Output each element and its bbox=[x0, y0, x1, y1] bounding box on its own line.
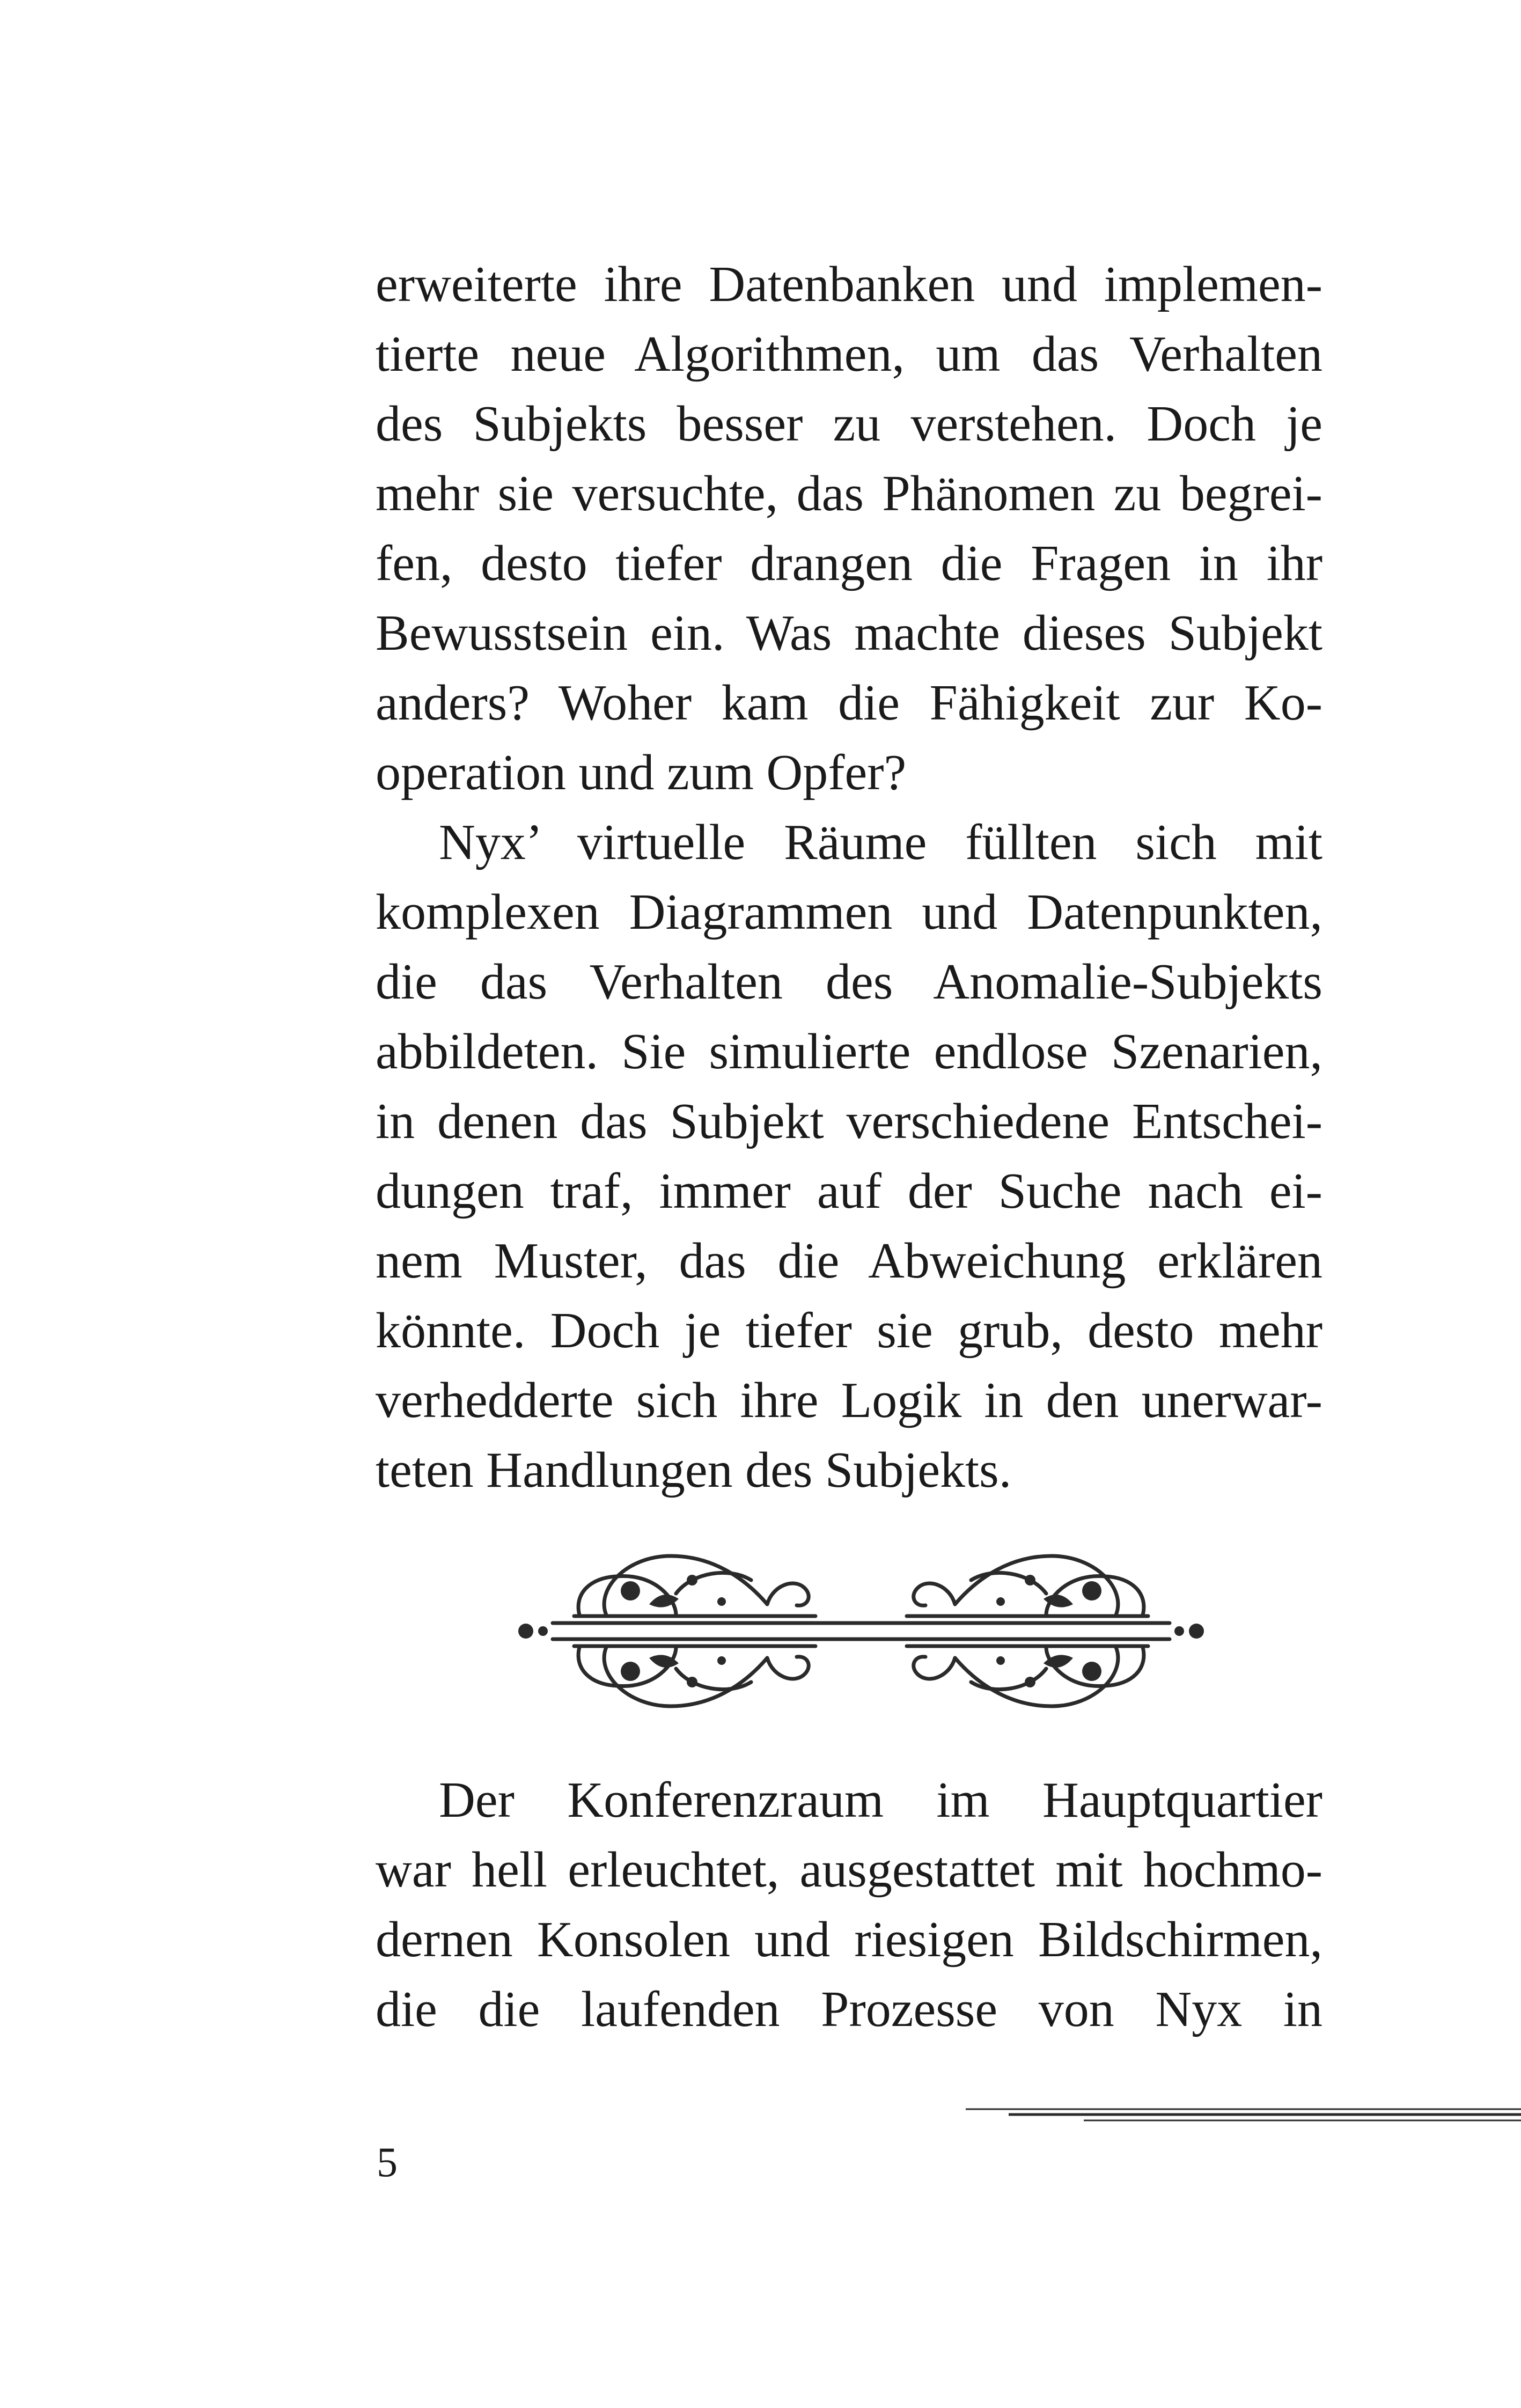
text-line: dernen Konsolen und riesigen Bildschirmen, bbox=[376, 1912, 1322, 1967]
text-line: operation und zum Opfer? bbox=[376, 745, 907, 801]
text-line: verhedderte sich ihre Logik in den unerwar- bbox=[376, 1372, 1322, 1428]
text-line: mehr sie versuchte, das Phänomen zu begrei- bbox=[376, 466, 1322, 522]
paragraph-3 bbox=[376, 1765, 1322, 2044]
text-line: erweiterte ihre Datenbanken und implemen- bbox=[376, 256, 1322, 312]
text-line: war hell erleuchtet, ausgestattet mit hochmo- bbox=[376, 1842, 1322, 1898]
text-line: in denen das Subjekt verschiedene Entschei- bbox=[376, 1093, 1322, 1149]
text-line: Nyx’ virtuelle Räume füllten sich mit bbox=[439, 814, 1322, 870]
text-line: nem Muster, das die Abweichung erklären bbox=[376, 1233, 1322, 1289]
text-line: Bewusstsein ein. Was machte dieses Subjekt bbox=[376, 605, 1322, 661]
text-line: des Subjekts besser zu verstehen. Doch je bbox=[376, 396, 1322, 452]
text-line: dungen traf, immer auf der Suche nach ei- bbox=[376, 1163, 1322, 1219]
page-number: 5 bbox=[377, 2139, 398, 2185]
text-line: komplexen Diagrammen und Datenpunkten, bbox=[376, 884, 1322, 940]
text-line: könnte. Doch je tiefer sie grub, desto mehr bbox=[376, 1303, 1322, 1359]
text-line: tierte neue Algorithmen, um das Verhalten bbox=[376, 326, 1322, 382]
paragraph-1 bbox=[376, 249, 1322, 807]
text-line: anders? Woher kam die Fähigkeit zur Ko- bbox=[376, 675, 1322, 731]
text-line: abbildeten. Sie simulierte endlose Szenarien, bbox=[376, 1024, 1322, 1080]
body-text-top bbox=[376, 249, 1322, 1505]
body-text-bottom bbox=[376, 1765, 1322, 2044]
text-line: die das Verhalten des Anomalie-Subjekts bbox=[376, 954, 1322, 1010]
text-line: fen, desto tiefer drangen die Fragen in ihr bbox=[376, 535, 1322, 591]
paragraph-2 bbox=[376, 807, 1322, 1505]
text-line: Der Konferenzraum im Hauptquartier bbox=[439, 1772, 1322, 1828]
text-line: die die laufenden Prozesse von Nyx in bbox=[376, 1981, 1322, 2037]
flourish-divider-icon bbox=[515, 1535, 1207, 1728]
footer-rule bbox=[966, 2106, 1521, 2127]
text-line: teten Handlungen des Subjekts. bbox=[376, 1442, 1012, 1498]
